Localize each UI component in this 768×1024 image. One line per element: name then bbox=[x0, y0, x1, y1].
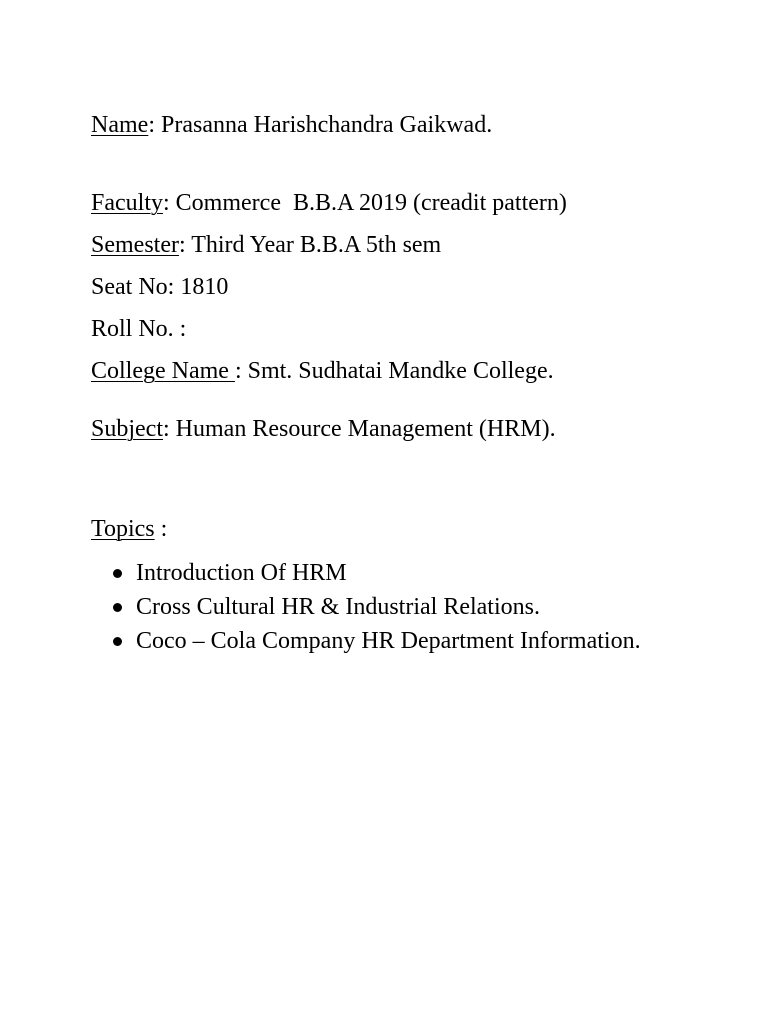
topic-text: Cross Cultural HR & Industrial Relations. bbox=[136, 594, 540, 620]
name-label: Name bbox=[91, 112, 149, 138]
semester-value: Third Year B.B.A 5th sem bbox=[191, 232, 442, 258]
topics-heading bbox=[91, 514, 167, 544]
topics-separator: : bbox=[154, 516, 168, 542]
faculty-separator: : bbox=[163, 190, 176, 216]
topic-text: Coco – Cola Company HR Department Information. bbox=[136, 628, 641, 654]
roll-number-line: Roll No. : bbox=[91, 316, 187, 342]
subject-line bbox=[91, 414, 556, 444]
name-line bbox=[91, 110, 492, 140]
bullet-icon bbox=[113, 637, 122, 646]
semester-line bbox=[91, 230, 441, 260]
semester-label: Semester bbox=[91, 232, 179, 258]
subject-separator: : bbox=[163, 416, 176, 442]
faculty-label: Faculty bbox=[91, 190, 163, 216]
topics-label: Topics bbox=[91, 516, 155, 542]
name-value: Prasanna Harishchandra Gaikwad. bbox=[160, 112, 493, 138]
faculty-line bbox=[91, 188, 567, 218]
topic-text: Introduction Of HRM bbox=[136, 560, 347, 586]
subject-label: Subject bbox=[91, 416, 163, 442]
college-name-line bbox=[91, 356, 554, 386]
college-name-label: College Name bbox=[91, 358, 235, 384]
seat-number-line: Seat No: 1810 bbox=[91, 274, 229, 300]
college-name-value: Smt. Sudhatai Mandke College. bbox=[247, 358, 554, 384]
bullet-icon bbox=[113, 603, 122, 612]
subject-value: Human Resource Management (HRM). bbox=[175, 416, 556, 442]
college-name-separator: : bbox=[234, 358, 248, 384]
semester-separator: : bbox=[178, 232, 192, 258]
bullet-icon bbox=[113, 569, 122, 578]
name-separator: : bbox=[148, 112, 161, 138]
faculty-value: Commerce B.B.A 2019 (creadit pattern) bbox=[175, 190, 567, 216]
